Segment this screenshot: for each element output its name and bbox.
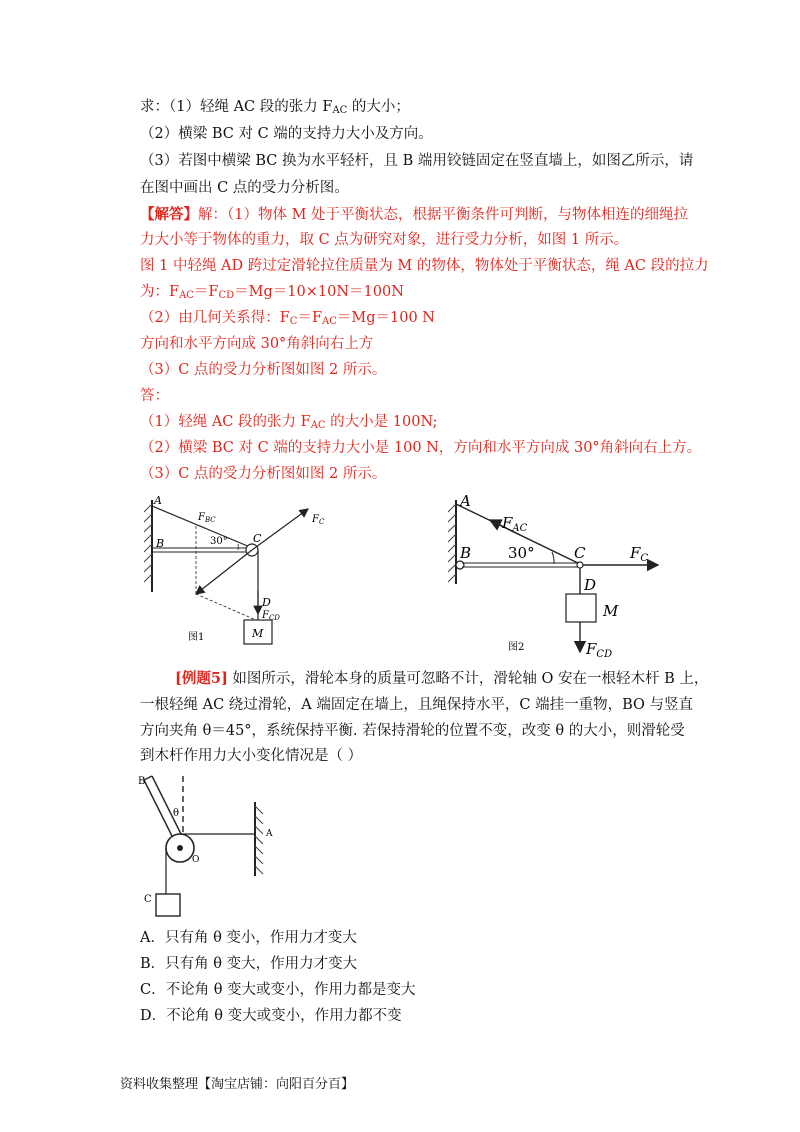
question-line-4: 在图中画出 C 点的受力分析图。 xyxy=(140,180,349,196)
solution-line-4: 为：$F_{AC}=F_{CD}=Mg=10\times 10N=100N$ xyxy=(140,284,404,301)
answer-line-2: （2）横梁 BC 对 C 端的支持力大小是 100 N，方向和水平方向成 30°角斜向右上方。 xyxy=(140,440,702,456)
fig3-box xyxy=(156,894,180,916)
example5-line-1: [例题5] 如图所示，滑轮本身的质量可忽略不计，滑轮轴 O 安在一根轻木杆 B 上， xyxy=(175,670,709,687)
figure-1 xyxy=(138,492,338,652)
solution-label: 【解答】 xyxy=(140,206,198,223)
question-line-2: （2）横梁 BC 对 C 端的支持力大小及方向。 xyxy=(140,126,433,142)
fig2-label-fac: $F_{AC}$ xyxy=(502,514,528,534)
fig2-label-d: D xyxy=(584,576,597,594)
solution-line-7: （3）C 点的受力分析图如图 2 所示。 xyxy=(140,362,387,378)
solution-line-3: 图 1 中轻绳 AD 跨过定滑轮拉住质量为 M 的物体，物体处于平衡状态，绳 AC 段的拉力 xyxy=(140,258,709,274)
solution-line-6: 方向和水平方向成 30°角斜向右上方 xyxy=(140,336,374,352)
fig1-label-b: B xyxy=(156,537,165,550)
solution-line-5: （2）由几何关系得：$F_C=F_{AC}=Mg=100$ N xyxy=(140,310,435,327)
fig2-caption: 图2 xyxy=(508,642,525,653)
fig3-label-c: C xyxy=(144,894,152,905)
fig1-label-a: A xyxy=(154,494,162,507)
fig1-label-c: C xyxy=(253,532,262,545)
example5-line-2: 一根轻绳 AC 绕过滑轮，A 端固定在墙上，且绳保持水平，C 端挂一重物，BO 与竖直 xyxy=(140,697,693,713)
answer-line-1: （1）轻绳 AC 段的张力 $F_{AC}$ 的大小是 100N; xyxy=(140,414,438,431)
fig2-angle-arc xyxy=(552,552,554,564)
fig2-label-b: B xyxy=(460,544,472,562)
solution-line-2: 力大小等于物体的重力，取 C 点为研究对象，进行受力分析，如图 1 所示。 xyxy=(140,232,629,248)
fig2-label-fc: $F_C$ xyxy=(630,544,649,564)
figure-2 xyxy=(440,492,670,662)
fig2-point-c xyxy=(577,562,583,568)
fig1-label-fbc: $F_{BC}$ xyxy=(198,512,216,524)
solution-line-1: 【解答】解：（1）物体 M 处于平衡状态，根据平衡条件可判断，与物体相连的细绳拉 xyxy=(140,206,689,223)
fig1-resultant-arrow xyxy=(196,550,252,594)
fig3-label-theta: θ xyxy=(173,808,180,819)
fig1-dashed-line xyxy=(196,594,256,620)
fig1-label-m: M xyxy=(252,627,264,640)
answer-label: 答： xyxy=(140,388,169,404)
fig1-label-fc: $F_C$ xyxy=(312,514,325,526)
fig2-label-a: A xyxy=(460,492,471,510)
example5-line-3: 方向夹角 θ＝45°，系统保持平衡. 若保持滑轮的位置不变，改变 θ 的大小，则滑轮受 xyxy=(140,723,685,739)
fig2-label-m: M xyxy=(603,602,619,620)
fig2-label-angle: 30° xyxy=(508,544,535,562)
fig3-label-a: A xyxy=(266,829,273,839)
example5-line-4: 到木杆作用力大小变化情况是（ ） xyxy=(140,748,363,764)
option-b: B．只有角 θ 变大，作用力才变大 xyxy=(140,956,358,972)
fig2-label-c: C xyxy=(574,544,586,562)
fig3-label-b: B xyxy=(138,776,146,787)
fig2-hinge xyxy=(456,561,464,569)
option-a: A．只有角 θ 变小，作用力才变大 xyxy=(140,930,357,946)
footer-text: 资料收集整理【淘宝店铺：向阳百分百】 xyxy=(120,1077,355,1092)
fig1-label-angle: 30° xyxy=(210,536,228,547)
fig1-label-fcd: $F_{CD}$ xyxy=(262,610,280,622)
option-d: D．不论角 θ 变大或变小，作用力都不变 xyxy=(140,1008,402,1024)
option-c: C．不论角 θ 变大或变小，作用力都是变大 xyxy=(140,982,416,998)
fig1-label-d: D xyxy=(262,596,271,609)
question-line-1: 求：（1）轻绳 AC 段的张力 $F_{AC}$ 的大小； xyxy=(140,99,410,116)
fig3-axle xyxy=(177,845,183,851)
fig2-mass-box xyxy=(566,594,596,622)
example5-label: [例题5] xyxy=(175,670,228,687)
figure-3 xyxy=(138,770,288,922)
fig3-label-o: O xyxy=(192,855,200,865)
fig2-label-fcd: $F_{CD}$ xyxy=(586,640,613,660)
fig1-caption: 图1 xyxy=(188,632,205,643)
question-line-3: （3）若图中横梁 BC 换为水平轻杆，且 B 端用铰链固定在竖直墙上，如图乙所示，请 xyxy=(140,153,694,169)
answer-line-3: （3）C 点的受力分析图如图 2 所示。 xyxy=(140,466,387,482)
